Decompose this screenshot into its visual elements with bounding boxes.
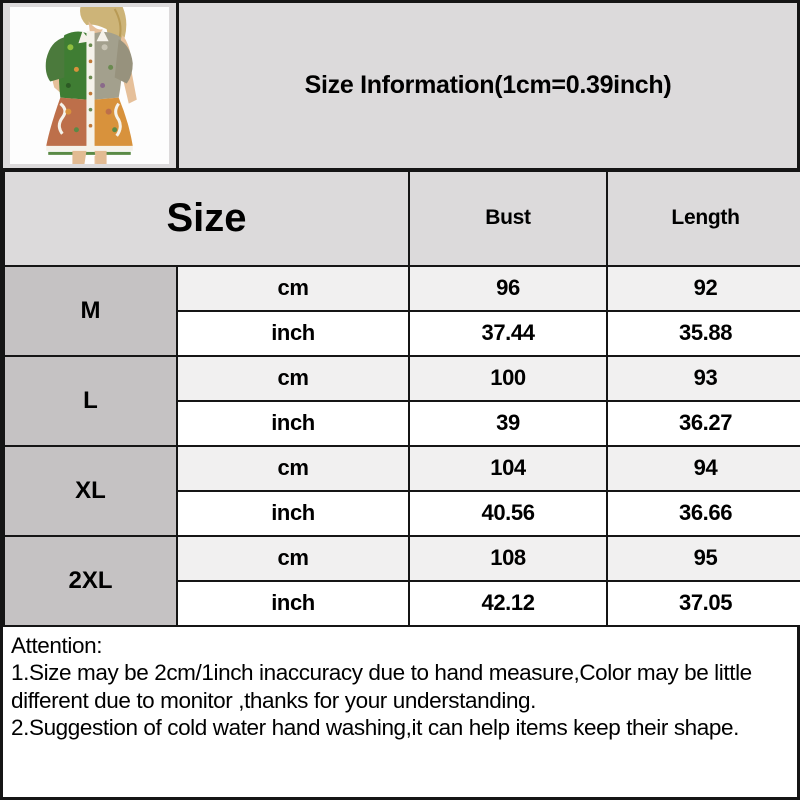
table-row bbox=[4, 536, 800, 581]
product-photo-illustration bbox=[10, 7, 169, 164]
length-inch-xl: 36.66 bbox=[607, 491, 800, 536]
attention-notes bbox=[3, 627, 797, 797]
size-label-2xl: 2XL bbox=[4, 536, 177, 626]
unit-label-inch: inch bbox=[177, 491, 409, 536]
unit-label-cm: cm bbox=[177, 446, 409, 491]
table-row bbox=[4, 356, 800, 401]
bust-inch-m: 37.44 bbox=[409, 311, 607, 356]
column-header-size: Size bbox=[4, 171, 409, 266]
unit-label-cm: cm bbox=[177, 266, 409, 311]
page-title: Size Information(1cm=0.39inch) bbox=[304, 70, 672, 99]
length-inch-2xl: 37.05 bbox=[607, 581, 800, 626]
unit-label-inch: inch bbox=[177, 581, 409, 626]
unit-label-inch: inch bbox=[177, 401, 409, 446]
bust-inch-xl: 40.56 bbox=[409, 491, 607, 536]
unit-label-inch: inch bbox=[177, 311, 409, 356]
bust-cm-2xl: 108 bbox=[409, 536, 607, 581]
bust-cm-m: 96 bbox=[409, 266, 607, 311]
size-label-xl: XL bbox=[4, 446, 177, 536]
bust-cm-xl: 104 bbox=[409, 446, 607, 491]
size-label-m: M bbox=[4, 266, 177, 356]
table-header-row bbox=[4, 171, 800, 266]
length-cm-m: 92 bbox=[607, 266, 800, 311]
bust-inch-l: 39 bbox=[409, 401, 607, 446]
length-cm-xl: 94 bbox=[607, 446, 800, 491]
note-washing-suggestion: 2.Suggestion of cold water hand washing,it can help items keep their shape. bbox=[11, 715, 739, 741]
length-cm-2xl: 95 bbox=[607, 536, 800, 581]
size-table bbox=[3, 170, 800, 627]
column-header-length: Length bbox=[607, 171, 800, 266]
table-row bbox=[4, 266, 800, 311]
size-label-l: L bbox=[4, 356, 177, 446]
note-measure-disclaimer: 1.Size may be 2cm/1inch inaccuracy due to hand measure,Color may be little different due to monitor ,thanks for your understanding. bbox=[11, 660, 752, 713]
product-photo bbox=[3, 3, 179, 168]
length-cm-l: 93 bbox=[607, 356, 800, 401]
unit-label-cm: cm bbox=[177, 356, 409, 401]
length-inch-l: 36.27 bbox=[607, 401, 800, 446]
column-header-bust: Bust bbox=[409, 171, 607, 266]
bust-inch-2xl: 42.12 bbox=[409, 581, 607, 626]
length-inch-m: 35.88 bbox=[607, 311, 800, 356]
attention-heading: Attention: bbox=[11, 632, 103, 658]
unit-label-cm: cm bbox=[177, 536, 409, 581]
header-banner bbox=[3, 3, 797, 170]
table-row bbox=[4, 446, 800, 491]
bust-cm-l: 100 bbox=[409, 356, 607, 401]
